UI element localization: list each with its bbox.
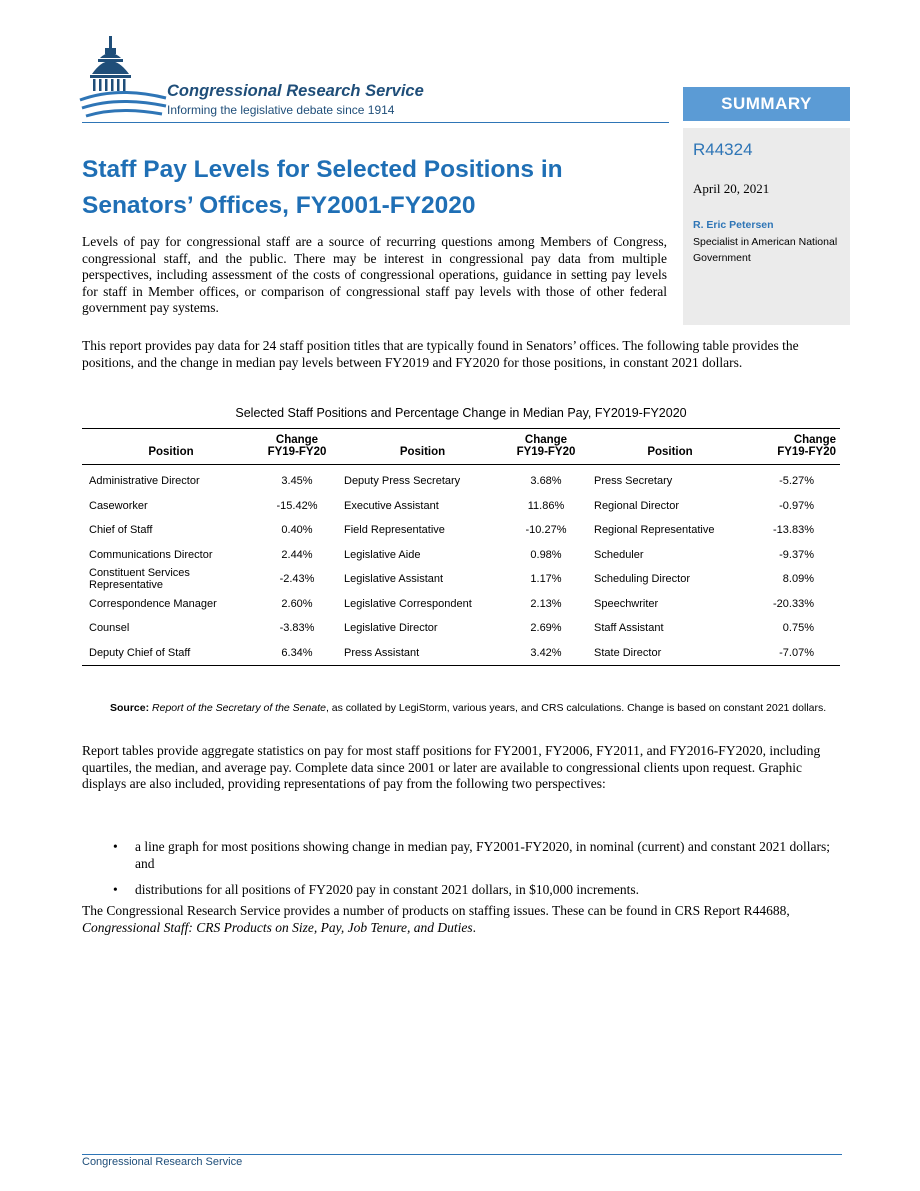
author-title: Specialist in American National Government [693, 236, 838, 264]
change-period-label: FY19-FY20 [516, 446, 576, 458]
change-period-label: FY19-FY20 [777, 446, 836, 458]
change-cell: 2.13% [530, 597, 562, 610]
author-name: R. Eric Petersen [693, 219, 774, 231]
crs-report-link[interactable]: Congressional Staff: CRS Products on Size, Pay, Job Tenure, and Duties [82, 919, 473, 935]
change-cell: -2.43% [279, 573, 315, 586]
table-row [82, 592, 840, 617]
intro-paragraph: Levels of pay for congressional staff are a source of recurring questions among Members of Congress, congressional staff, and the public. There may be interest in congressional pay data from multiple perspectives, including assessment of the costs of congressional operations, guidance in setting pay levels for staff in Member offices, or comparison of congressional staff pay levels with those of other federal government pay systems. [82, 234, 667, 315]
change-cell: -15.42% [276, 499, 318, 512]
table-body [82, 465, 840, 666]
summary-label: SUMMARY [721, 94, 812, 113]
position-cell: Speechwriter [594, 597, 659, 610]
position-cell: Field Representative [344, 524, 445, 537]
list-item-text: a line graph for most positions showing change in median pay, FY2001-FY2020, in nominal (current) and constant 2021 dollars; and [135, 839, 831, 871]
bullet-icon: • [113, 882, 118, 897]
table-row [82, 567, 840, 592]
table-row [82, 543, 840, 568]
column-header-position: Position [337, 429, 505, 465]
position-cell: Legislative Aide [344, 548, 421, 561]
position-cell: Staff Assistant [594, 622, 664, 635]
position-cell: Legislative Correspondent [344, 597, 472, 610]
position-cell: Deputy Press Secretary [344, 475, 461, 488]
position-cell: Executive Assistant [344, 499, 439, 512]
footer-org-name: Congressional Research Service [82, 1156, 243, 1168]
position-cell: Correspondence Manager [89, 597, 217, 610]
list-item [82, 882, 847, 899]
position-cell: Caseworker [89, 499, 148, 512]
column-header-change [257, 429, 337, 465]
change-cell: 8.09% [782, 573, 814, 586]
page-title: Staff Pay Levels for Selected Positions in Senators’ Offices, FY2001-FY2020 [82, 156, 563, 219]
footer-divider [82, 1154, 842, 1155]
column-header-position: Position [587, 429, 750, 465]
change-cell: 3.42% [505, 641, 587, 666]
change-cell: 6.34% [257, 641, 337, 666]
position-cell: Regional Representative [594, 524, 715, 537]
change-cell: 0.75% [782, 622, 814, 635]
change-cell: -13.83% [773, 524, 814, 537]
source-label: Source: [110, 702, 150, 714]
table-row [82, 641, 840, 666]
source-title: Report of the Secretary of the Senate [152, 702, 326, 714]
para4-text: The Congressional Research Service provides a number of products on staffing issues. These can be found in CRS Report R44688, [82, 903, 790, 918]
position-cell: State Director [587, 641, 750, 666]
para4-end: . [472, 919, 476, 935]
change-cell: 0.98% [530, 548, 562, 561]
change-cell: 2.44% [281, 548, 313, 561]
change-cell: -9.37% [779, 548, 814, 561]
source-details: , as collated by LegiStorm, various years, and CRS calculations. Change is based on constant 2021 dollars. [325, 702, 827, 714]
position-cell: Scheduler [594, 548, 644, 561]
position-cell: Communications Director [89, 548, 213, 561]
summary-banner [683, 87, 850, 121]
change-period-label: FY19-FY20 [267, 446, 327, 458]
body-paragraph-3: Report tables provide aggregate statistics on pay for most staff positions for FY2001, FY2006, FY2011, and FY2016-FY2020, including quartiles, the median, and average pay. Complete data since 2001 or later are available to congressional clients upon request. Graphic displays are also included, providing representations of pay from the following two perspectives: [82, 743, 821, 791]
change-cell: 2.69% [530, 622, 562, 635]
position-cell: Regional Director [594, 499, 679, 512]
change-cell: -20.33% [773, 597, 814, 610]
table-row [82, 465, 840, 494]
column-header-change [750, 429, 840, 465]
position-cell: Chief of Staff [89, 524, 153, 537]
report-number: R44324 [693, 140, 753, 159]
list-item [82, 839, 847, 872]
column-header-change [505, 429, 587, 465]
change-cell: 11.86% [527, 499, 565, 512]
header-divider [82, 122, 669, 123]
change-cell: -3.83% [279, 622, 315, 635]
org-tagline: Informing the legislative debate since 1914 [167, 103, 395, 117]
change-cell: -5.27% [779, 475, 814, 488]
change-cell: 2.60% [281, 597, 313, 610]
position-cell: Legislative Director [344, 622, 438, 635]
body-paragraph-2: This report provides pay data for 24 staff position titles that are typically found in Senators’ offices. The following table provides the positions, and the change in median pay levels between FY2019 and FY2020 for those positions, in constant 2021 dollars. [82, 338, 799, 370]
bullet-icon: • [113, 839, 118, 854]
table-caption: Selected Staff Positions and Percentage Change in Median Pay, FY2019-FY2020 [235, 406, 687, 420]
change-cell: 0.40% [281, 524, 313, 537]
table-row [82, 494, 840, 519]
table-row [82, 518, 840, 543]
change-label: Change [275, 434, 319, 446]
change-label: Change [793, 434, 836, 446]
table-row [82, 616, 840, 641]
bullet-list [82, 839, 847, 909]
table-source-note [110, 700, 830, 716]
list-item-text: distributions for all positions of FY2020 pay in constant 2021 dollars, in $10,000 increments. [135, 882, 639, 897]
crs-capitol-logo [78, 34, 168, 124]
org-name: Congressional Research Service [167, 82, 424, 100]
body-paragraph-4 [82, 903, 847, 936]
table-header-row [82, 429, 840, 465]
change-cell: -0.97% [779, 499, 814, 512]
position-cell: Constituent Services Representative [89, 567, 190, 592]
position-cell: Counsel [89, 622, 130, 635]
report-date: April 20, 2021 [693, 181, 770, 196]
position-cell: Administrative Director [89, 475, 200, 488]
staff-pay-table [82, 428, 840, 666]
change-cell: -10.27% [525, 524, 567, 537]
position-cell: Legislative Assistant [344, 573, 444, 586]
change-cell: 1.17% [530, 573, 562, 586]
change-cell: 3.45% [281, 475, 313, 488]
position-cell: Press Secretary [594, 475, 673, 488]
change-cell: 3.68% [530, 475, 562, 488]
change-cell: -7.07% [750, 641, 840, 666]
position-cell: Deputy Chief of Staff [82, 641, 257, 666]
change-label: Change [524, 434, 568, 446]
position-cell: Press Assistant [337, 641, 505, 666]
position-cell: Scheduling Director [594, 573, 690, 586]
column-header-position: Position [82, 429, 257, 465]
